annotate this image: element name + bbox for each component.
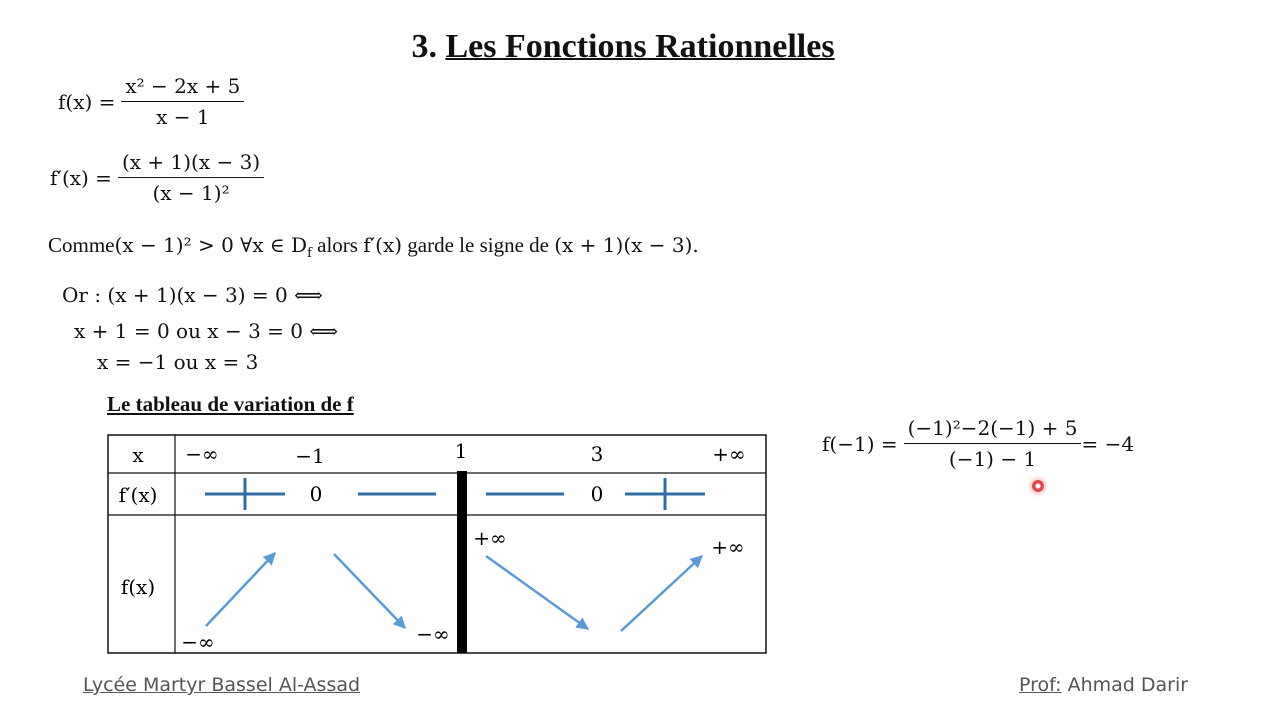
prof-label: Prof:	[1019, 674, 1062, 696]
arrow-increasing-2	[621, 556, 702, 631]
f-numerator: x² − 2x + 5	[121, 74, 244, 102]
comme-garde: garde le signe de	[402, 233, 555, 257]
calc-lhs: f(−1) =	[822, 431, 898, 456]
fprime-numerator: (x + 1)(x − 3)	[118, 150, 264, 178]
f-fraction	[121, 74, 244, 129]
fprime-denominator: (x − 1)²	[152, 181, 230, 205]
f-denominator: x − 1	[156, 105, 210, 129]
school-name: Lycée Martyr Bassel Al-Assad	[83, 674, 361, 696]
f-definition	[58, 74, 244, 129]
page-title	[0, 28, 1246, 66]
row-label-x: x	[132, 443, 144, 467]
row-label-fprime: f′(x)	[118, 483, 158, 507]
arrow-decreasing-1	[334, 554, 405, 628]
x-value-minus-inf: −∞	[185, 442, 219, 466]
comme-end: (x + 1)(x − 3).	[554, 233, 699, 257]
table-heading: Le tableau de variation de f	[107, 392, 354, 416]
f-minus-1-calc	[822, 416, 1134, 471]
fprime-lhs: f′(x) =	[50, 165, 112, 190]
sign-zero-1: 0	[309, 482, 323, 506]
cursor-highlight-icon	[1032, 480, 1044, 492]
comme-fprime: f′(x)	[363, 233, 403, 257]
comme-word: Comme	[48, 233, 115, 257]
solve-line-1: Or : (x + 1)(x − 3) = 0 ⟺	[62, 283, 323, 307]
prof-name: Ahmad Darir	[1061, 674, 1189, 696]
limit-end: +∞	[711, 535, 745, 559]
comme-alors: alors	[311, 233, 364, 257]
variation-table	[100, 430, 775, 660]
limit-left-of-1: −∞	[416, 622, 450, 646]
row-label-f: f(x)	[120, 575, 156, 599]
x-value-minus-1: −1	[295, 444, 325, 468]
sign-zero-2: 0	[590, 482, 604, 506]
comme-subscript: f	[307, 246, 312, 262]
title-number: 3.	[411, 28, 437, 65]
comme-sentence	[48, 233, 699, 261]
calc-denominator: (−1) − 1	[948, 447, 1037, 471]
calc-fraction	[904, 416, 1082, 471]
calc-rhs: = −4	[1081, 431, 1135, 456]
asymptote-bar	[457, 471, 467, 653]
footer-school	[83, 674, 360, 696]
x-value-plus-inf: +∞	[712, 442, 746, 466]
title-text: Les Fonctions Rationnelles	[445, 28, 835, 65]
f-lhs: f(x) =	[58, 89, 116, 114]
x-value-1: 1	[454, 439, 468, 463]
limit-right-of-1: +∞	[473, 526, 507, 550]
solve-line-3: x = −1 ou x = 3	[97, 350, 259, 374]
x-value-3: 3	[590, 442, 604, 466]
limit-start: −∞	[181, 630, 215, 654]
arrow-increasing-1	[206, 553, 275, 626]
table-border	[108, 435, 766, 653]
arrow-decreasing-2	[486, 556, 588, 629]
solve-line-2: x + 1 = 0 ou x − 3 = 0 ⟺	[74, 319, 339, 343]
calc-numerator: (−1)²−2(−1) + 5	[904, 416, 1082, 444]
footer-prof	[1019, 674, 1188, 696]
comme-expr: (x − 1)² > 0 ∀x ∈ D	[114, 233, 308, 257]
fprime-definition	[50, 150, 264, 205]
fprime-fraction	[118, 150, 264, 205]
